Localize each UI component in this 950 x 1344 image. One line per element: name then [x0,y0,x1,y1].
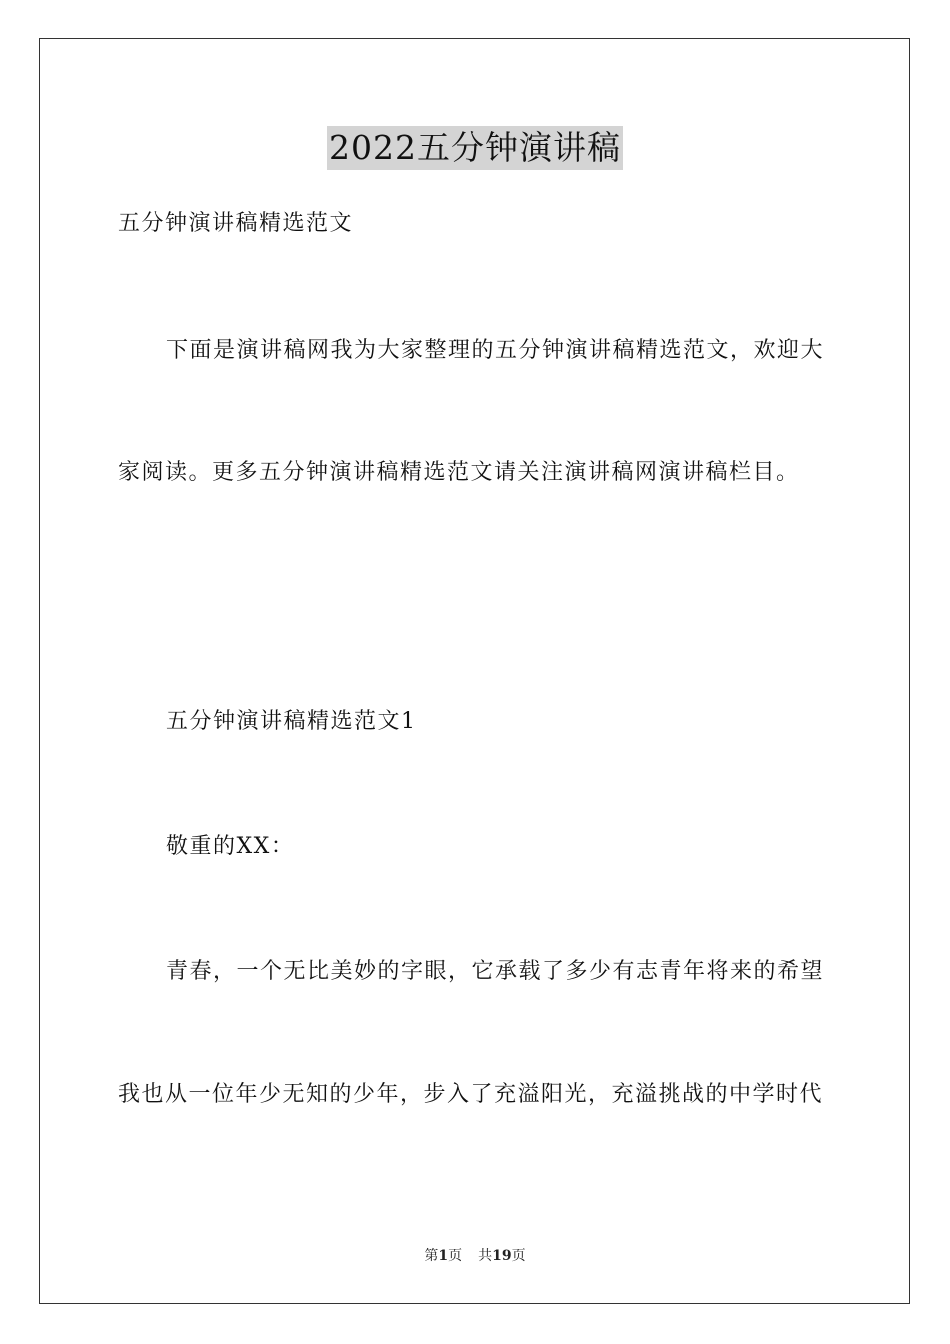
body-line-1: 青春，一个无比美妙的字眼，它承载了多少有志青年将来的希望 [166,959,825,984]
total-suffix: 页 [511,1248,526,1264]
document-title-row [0,126,950,170]
section-heading: 五分钟演讲稿精选范文1 [166,709,417,734]
page-footer [0,1247,950,1265]
document-subtitle: 五分钟演讲稿精选范文 [118,211,354,236]
salutation: 敬重的XX： [166,834,295,859]
page-suffix: 页 [448,1248,463,1264]
page-number: 1 [438,1248,449,1264]
document-title: 2022五分钟演讲稿 [327,126,623,170]
page-prefix: 第 [424,1248,439,1264]
intro-line-1: 下面是演讲稿网我为大家整理的五分钟演讲稿精选范文，欢迎大 [166,338,825,363]
body-line-2: 我也从一位年少无知的少年，步入了充溢阳光，充溢挑战的中学时代 [118,1082,824,1107]
total-prefix: 共 [478,1248,493,1264]
total-pages: 19 [492,1248,512,1264]
intro-line-2: 家阅读。更多五分钟演讲稿精选范文请关注演讲稿网演讲稿栏目。 [118,460,800,485]
